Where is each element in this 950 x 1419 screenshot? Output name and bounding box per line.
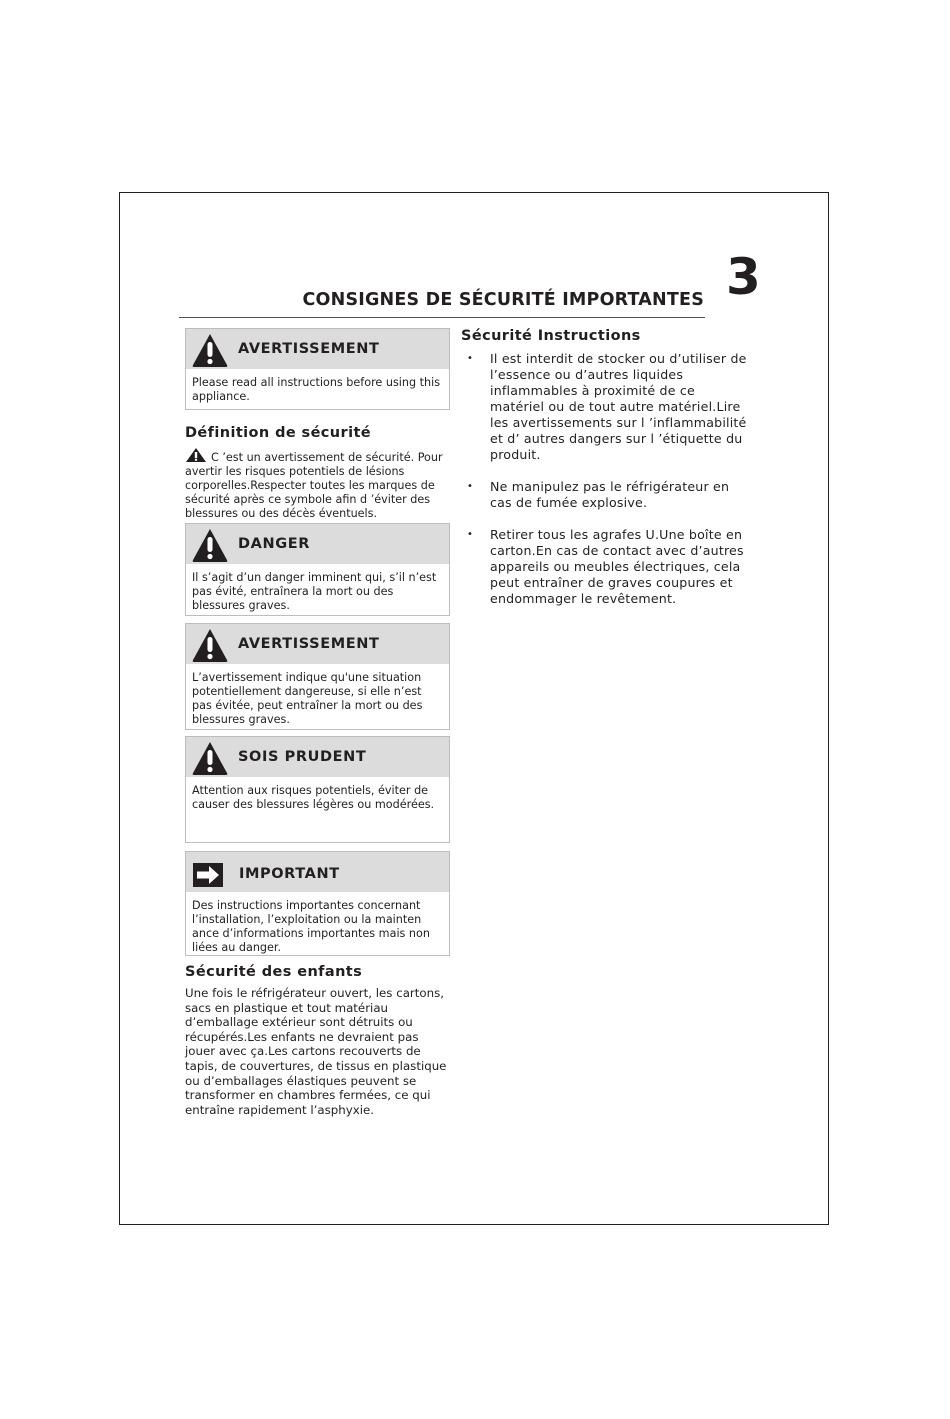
definition-text: C ’est un avertissement de sécurité. Pour avertir les risques potentiels de lésions corporelles.Respecter toutes les marques de sécurité après ce symbole afin d ’éviter des blessures ou des décès éventuels. <box>185 451 443 520</box>
list-item: • Retirer tous les agrafes U.Une boîte en carton.En cas de contact avec d’autres appareils ou meubles électriques, cela peut entraîner de graves coupures et endommager le revêtement. <box>467 527 744 606</box>
danger-box <box>185 523 450 616</box>
important-box <box>185 851 450 956</box>
bullet-icon: • <box>467 529 474 540</box>
danger-box-text: Il s’agit d’un danger imminent qui, s’il n’est pas évité, entraînera la mort ou des blessures graves. <box>192 571 437 612</box>
warning-triangle-icon <box>185 447 207 463</box>
warning-box <box>185 328 450 410</box>
warning-box-2-label: AVERTISSEMENT <box>238 636 380 652</box>
warning-triangle-icon <box>191 527 229 563</box>
definition-paragraph <box>185 447 467 521</box>
list-item: • Ne manipulez pas le réfrigérateur en cas de fumée explosive. <box>467 479 730 510</box>
important-box-header <box>186 852 449 892</box>
warning-box-header <box>186 329 449 369</box>
caution-box <box>185 736 450 843</box>
important-box-label: IMPORTANT <box>239 866 340 882</box>
safety-instructions-list <box>461 351 751 623</box>
caution-box-header <box>186 737 449 777</box>
warning-box-text: Please read all instructions before using this appliance. <box>192 376 441 403</box>
children-safety-text: Une fois le réfrigérateur ouvert, les cartons, sacs en plastique et tout matériau d’emballage extérieur sont détruits ou récupérés.Les enfants ne devraient pas jouer avec ça.Les cartons recouverts de tapis, de couvertures, de tissus en plastique ou d’emballages élastiques peuvent se transformer en chambres fermées, ce qui entraîne rapidement l’asphyxie. <box>185 986 447 1117</box>
arrow-right-icon <box>191 855 229 891</box>
bullet-icon: • <box>467 353 474 364</box>
warning-box-2-header <box>186 624 449 664</box>
caution-box-label: SOIS PRUDENT <box>238 749 367 765</box>
list-item: • Il est interdit de stocker ou d’utiliser de l’essence ou d’autres liquides inflammables à proximité de ce matériel ou de tout autre matériel.Lire les avertissements sur l ’inflammabilité et d’ autres dangers sur l ’étiquette du produit. <box>467 351 747 462</box>
bullet-icon: • <box>467 481 474 492</box>
warning-triangle-icon <box>191 740 229 776</box>
warning-triangle-icon <box>191 627 229 663</box>
important-box-text: Des instructions importantes concernant l’installation, l’exploitation ou la mainten ance d’informations importantes mais non liées au danger. <box>192 899 430 954</box>
page-number: 3 <box>726 248 761 306</box>
danger-box-header <box>186 524 449 564</box>
children-safety-heading: Sécurité des enfants <box>185 964 363 980</box>
definition-heading: Définition de sécurité <box>185 425 372 441</box>
caution-box-text: Attention aux risques potentiels, éviter de causer des blessures légères ou modérées. <box>192 784 435 811</box>
safety-instructions-heading: Sécurité Instructions <box>461 328 641 344</box>
warning-box-label: AVERTISSEMENT <box>238 341 380 357</box>
warning-box-2 <box>185 623 450 730</box>
page-title: CONSIGNES DE SÉCURITÉ IMPORTANTES <box>302 290 704 310</box>
warning-triangle-icon <box>191 332 229 368</box>
title-divider <box>179 317 705 318</box>
warning-box-2-text: L’avertissement indique qu'une situation potentiellement dangereuse, si elle n’est pas évitée, peut entraîner la mort ou des blessures graves. <box>192 671 423 726</box>
danger-box-label: DANGER <box>238 536 310 552</box>
